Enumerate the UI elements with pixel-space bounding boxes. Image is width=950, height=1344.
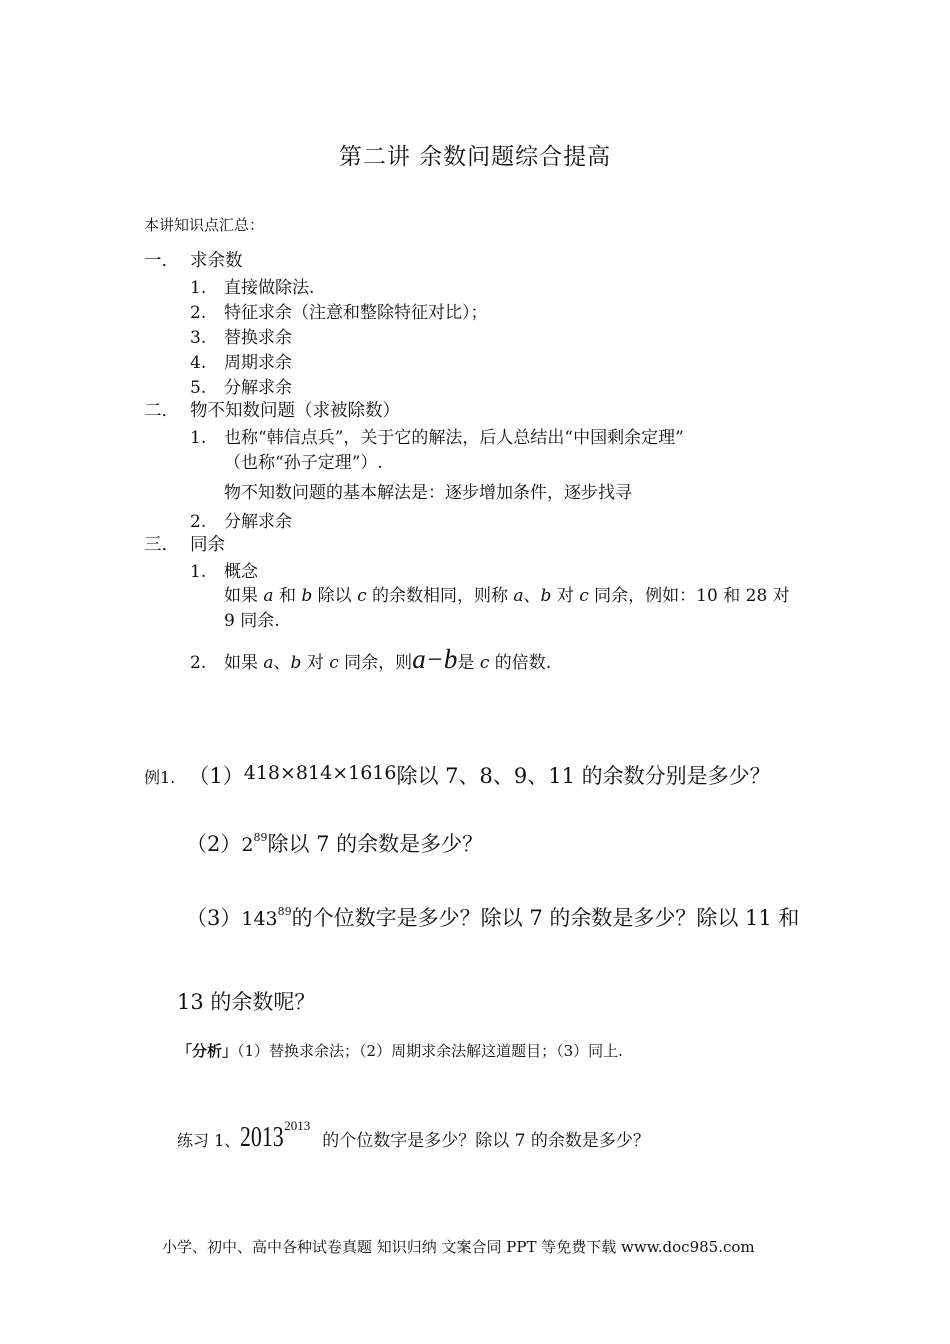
congruence-definition-cont: 9 同余. — [224, 611, 280, 631]
section-3-heading — [144, 531, 225, 556]
product-expression: 418×814×1616 — [243, 762, 397, 784]
page-title: 第二讲 余数问题综合提高 — [338, 144, 612, 170]
example-1-question-1: 例1. （1）418×814×1616除以 7、8、9、11 的余数分别是多少？ — [144, 762, 771, 788]
list-item: 1. 直接做除法. — [190, 278, 315, 298]
congruence-definition: 如果 a 和 b 除以 c 的余数相同，则称 a、b 对 c 同余，例如：10 和 28 对 — [224, 586, 790, 606]
analysis-label: 「分析」 — [177, 1042, 238, 1060]
practice-label: 练习 1、 — [177, 1131, 241, 1150]
footer: 小学、初中、高中各种试卷真题 知识归纳 文案合同 PPT 等免费下载 www.doc985.com — [162, 1238, 755, 1256]
list-item: 4. 周期求余 — [190, 353, 292, 373]
section-label: 同余 — [190, 535, 225, 555]
example-1-question-3: $(3)143^{89}$的个位数字是多少？除以 7 的余数是多少？除以 11 和 — [186, 905, 800, 930]
section-number: 二. — [144, 401, 168, 421]
practice-1: 练习 1、$2013^{2013}$的个位数字是多少？除以 7 的余数是多少？ — [177, 1118, 650, 1153]
list-item: 1. 也称“韩信点兵”，关于它的解法，后人总结出“中国剩余定理” — [190, 428, 684, 448]
list-item-continuation: （也称“孙子定理”）. — [224, 453, 383, 473]
section-label: 物不知数问题（求被除数） — [190, 401, 400, 421]
list-item: 2. 分解求余 — [190, 512, 292, 532]
example-1-question-2: $(2)2^{89}$除以 7 的余数是多少？ — [186, 831, 484, 856]
section-2-heading — [144, 397, 400, 422]
section-number: 一. — [144, 251, 168, 271]
example-label: 例1. — [144, 768, 176, 787]
section-1-heading — [144, 247, 243, 272]
list-item-note: 物不知数问题的基本解法是：逐步增加条件，逐步找寻 — [224, 483, 632, 503]
list-item: 1. 概念 — [190, 562, 258, 582]
section-label: 求余数 — [190, 251, 243, 271]
a-minus-b-formula: a−b — [412, 644, 458, 674]
list-item: 2. 特征求余（注意和整除特征对比）； — [190, 303, 488, 323]
summary-label: 本讲知识点汇总： — [144, 216, 265, 234]
example-1-question-3-cont: 13 的余数呢？ — [177, 990, 316, 1014]
list-item: 5. 分解求余 — [190, 378, 292, 398]
list-item: 3. 替换求余 — [190, 328, 292, 348]
analysis: 「分析」（1）替换求余法；（2）周期求余法解这道题目；（3）同上. — [177, 1042, 623, 1060]
section-number: 三. — [144, 535, 168, 555]
list-item: 2. 如果 a、b 对 c 同余，则a−b是 c 的倍数. — [190, 644, 552, 674]
